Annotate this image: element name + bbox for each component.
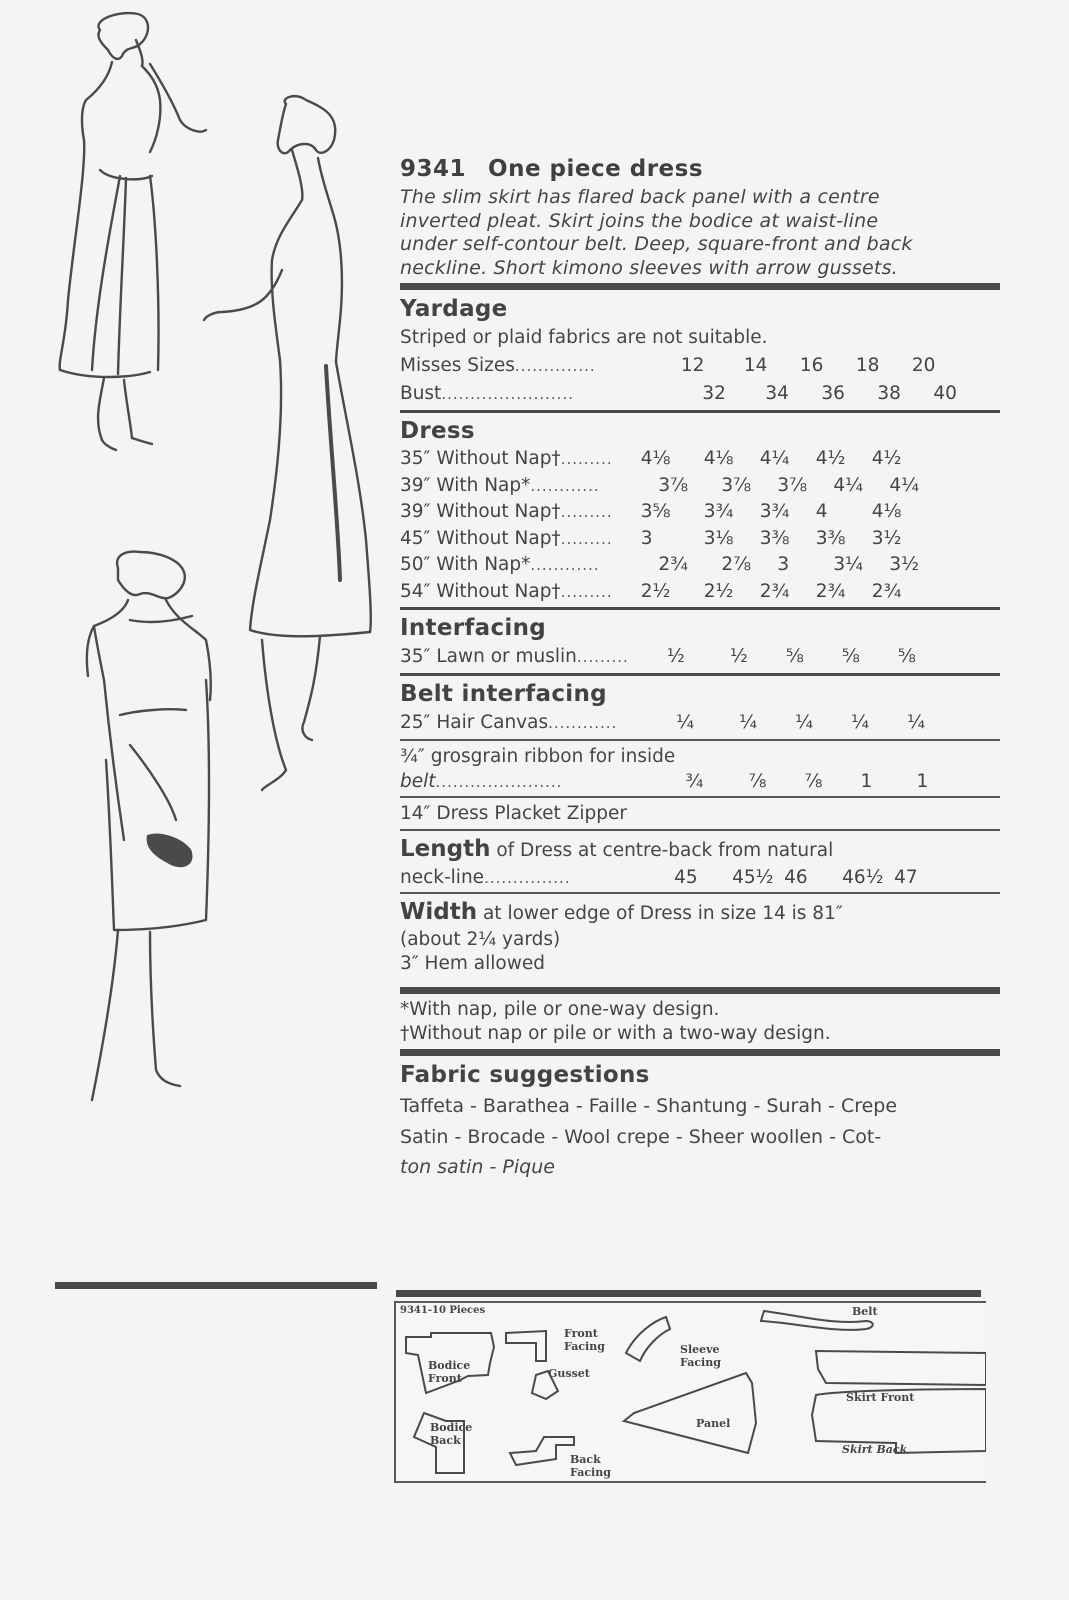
divider — [400, 607, 1000, 610]
fabric-line: Taffeta - Barathea - Faille - Shantung - Surah - Crepe — [400, 1095, 898, 1117]
width-line — [400, 897, 1000, 929]
yardage-value: ⅝ — [785, 646, 804, 667]
row-label: 35″ Lawn or muslin — [400, 646, 577, 667]
pattern-title — [400, 154, 1000, 184]
yardage-value: ¼ — [795, 712, 814, 733]
pattern-description — [400, 186, 1000, 280]
yardage-value: 4⅛ — [703, 448, 734, 469]
yardage-value: 3½ — [889, 554, 920, 575]
pattern-info-column — [400, 150, 1000, 1182]
piece-label-belt: Belt — [852, 1305, 878, 1318]
yardage-value: 3½ — [871, 527, 902, 549]
belt-interfacing-row: 25″ Hair Canvas ............ ¼ ¼ ¼ ¼ ¼ — [400, 709, 1000, 737]
length-value: 46½ — [842, 867, 884, 888]
divider — [400, 410, 1000, 413]
zipper-line: 14″ Dress Placket Zipper — [400, 803, 627, 824]
pieces-header: 9341-10 Pieces — [400, 1305, 486, 1316]
figure-side-view — [204, 96, 371, 790]
size-value: 20 — [911, 355, 936, 376]
yardage-value: 4¼ — [759, 448, 790, 469]
description-line: under self-contour belt. Deep, square-front and back — [400, 233, 913, 255]
yardage-value: 3⅞ — [658, 474, 689, 496]
yardage-value: ¼ — [851, 712, 870, 733]
bust-value: 34 — [765, 383, 789, 404]
sizes-row: Misses Sizes .............. 12 14 16 18 20 — [400, 352, 1000, 380]
length-value: 45½ — [732, 867, 774, 888]
bust-label: Bust — [400, 383, 442, 404]
fabric-heading: Fabric suggestions — [400, 1062, 650, 1088]
dress-row: 45″ Without Nap† ......... 3 3⅛ 3⅜ 3⅜ 3½ — [400, 526, 1000, 553]
dress-row: 39″ Without Nap† ......... 3⅝ 3¾ 3¾ 4 4⅛ — [400, 499, 1000, 526]
bust-value: 36 — [821, 383, 845, 404]
yardage-value: 3⅜ — [759, 527, 790, 549]
yardage-value: 2¾ — [815, 580, 846, 602]
divider — [400, 829, 1000, 831]
yardage-value: ⅞ — [748, 771, 767, 792]
yardage-value: 4¼ — [889, 474, 920, 496]
pattern-number: 9341 — [400, 156, 467, 182]
yardage-value: 3⅛ — [703, 527, 734, 549]
length-value: 46 — [784, 867, 808, 888]
yardage-value: ⅝ — [841, 646, 860, 667]
divider — [400, 739, 1000, 741]
panel-piece — [624, 1373, 756, 1453]
yardage-value: 3 — [777, 554, 790, 575]
row-label: 39″ With Nap* — [400, 474, 531, 496]
length-value: 45 — [674, 867, 698, 888]
piece-label-gusset: Gusset — [548, 1367, 590, 1380]
size-value: 14 — [743, 355, 768, 376]
row-label: 50″ With Nap* — [400, 554, 531, 575]
row-label: 54″ Without Nap† — [400, 580, 561, 602]
row-label: 35″ Without Nap† — [400, 448, 561, 469]
sizes-label: Misses Sizes — [400, 355, 515, 376]
row-label: belt — [400, 771, 436, 792]
yardage-value: 4½ — [815, 448, 846, 469]
piece-label-skirt-back: Skirt Back — [842, 1443, 908, 1456]
piece-label-sleeve-facing: Sleeve Facing — [680, 1343, 721, 1369]
back-facing-piece — [510, 1437, 574, 1465]
bust-value: 32 — [702, 383, 726, 404]
width-heading: Width — [400, 899, 478, 925]
dress-row: 50″ With Nap* ............ 2¾ 2⅞ 3 3¼ 3½ — [400, 552, 1000, 579]
yardage-value: 4¼ — [833, 474, 864, 496]
fashion-illustrations — [0, 0, 400, 1600]
divider — [400, 796, 1000, 798]
piece-label-bodice-back: Bodice Back — [430, 1421, 473, 1447]
width-text: at lower edge of Dress in size 14 is 81″ — [477, 903, 843, 924]
left-divider — [55, 1282, 377, 1289]
yardage-value: 2¾ — [658, 554, 689, 575]
size-value: 18 — [855, 355, 880, 376]
length-text: of Dress at centre-back from natural — [490, 840, 834, 861]
description-line: neckline. Short kimono sleeves with arrow gussets. — [400, 256, 898, 279]
length-value: 47 — [894, 867, 918, 888]
footnote-nap: *With nap, pile or one-way design. — [400, 999, 720, 1020]
front-facing-piece — [506, 1331, 546, 1361]
dress-figures-icon — [0, 0, 400, 1300]
size-value: 12 — [680, 355, 705, 376]
yardage-value: 1 — [916, 771, 929, 792]
belt-interfacing-heading: Belt interfacing — [400, 681, 607, 707]
piece-label-panel: Panel — [696, 1417, 731, 1430]
piece-label-bodice-front: Bodice Front — [428, 1359, 471, 1385]
pattern-pieces-diagram — [394, 1301, 986, 1483]
dress-row: 39″ With Nap* ............ 3⅞ 3⅞ 3⅞ 4¼ 4¼ — [400, 473, 1000, 500]
yardage-value: 3⅝ — [640, 501, 671, 522]
description-line: The slim skirt has flared back panel with a centre — [400, 186, 880, 208]
divider — [400, 892, 1000, 894]
yardage-value: 3 — [640, 527, 653, 549]
yardage-value: ⅞ — [804, 771, 823, 792]
size-value: 16 — [799, 355, 824, 376]
interfacing-row: 35″ Lawn or muslin ......... ½ ½ ⅝ ⅝ ⅝ — [400, 643, 1000, 671]
divider — [400, 283, 1000, 290]
row-label: 39″ Without Nap† — [400, 501, 561, 522]
sleeve-facing-piece — [626, 1317, 670, 1361]
interfacing-heading: Interfacing — [400, 615, 547, 641]
hem-allowance: 3″ Hem allowed — [400, 953, 545, 974]
divider — [400, 987, 1000, 994]
yardage-value: 2⅞ — [721, 554, 752, 575]
divider — [396, 1290, 981, 1297]
yardage-note: Striped or plaid fabrics are not suitable. — [400, 327, 768, 348]
dress-row: 35″ Without Nap† ......... 4⅛ 4⅛ 4¼ 4½ 4½ — [400, 446, 1000, 473]
piece-label-front-facing: Front Facing — [564, 1327, 605, 1353]
fabric-line: Satin - Brocade - Wool crepe - Sheer woollen - Cot- — [400, 1126, 882, 1148]
bust-row: Bust ....................... 32 34 36 38 40 — [400, 380, 1000, 408]
yardage-value: 2¾ — [871, 580, 902, 602]
fabric-line: ton satin - Pique — [400, 1156, 555, 1178]
pattern-name: One piece dress — [488, 156, 704, 182]
description-line: inverted pleat. Skirt joins the bodice at waist-line — [400, 209, 879, 232]
yardage-value: 3⅞ — [777, 474, 808, 496]
bust-value: 38 — [877, 383, 901, 404]
divider — [400, 673, 1000, 676]
length-row: neck-line ............... 45 45½ 46 46½ 47 — [400, 866, 1000, 890]
figure-back-view — [60, 13, 206, 450]
yardage-value: ¼ — [739, 712, 758, 733]
width-yards: (about 2¼ yards) — [400, 929, 561, 950]
bust-value: 40 — [933, 383, 957, 404]
ribbon-row: belt ...................... ¾ ⅞ ⅞ 1 1 — [400, 770, 1000, 794]
yardage-value: 2¾ — [759, 580, 790, 602]
yardage-value: 3⅞ — [721, 474, 752, 496]
row-label: 45″ Without Nap† — [400, 527, 561, 549]
yardage-value: 2½ — [703, 580, 734, 602]
length-heading: Length — [400, 836, 491, 862]
yardage-heading: Yardage — [400, 296, 508, 322]
yardage-value: 1 — [860, 771, 873, 792]
yardage-value: 4 — [815, 501, 828, 522]
figure-front-view — [87, 552, 211, 1100]
yardage-value: 3¾ — [703, 501, 734, 522]
skirt-front-piece — [816, 1351, 986, 1385]
yardage-value: ¼ — [676, 712, 695, 733]
yardage-value: ¼ — [907, 712, 926, 733]
piece-label-skirt-front: Skirt Front — [846, 1391, 915, 1404]
yardage-value: 4½ — [871, 448, 902, 469]
yardage-value: 3¼ — [833, 554, 864, 575]
dress-heading: Dress — [400, 418, 475, 444]
footnote-no-nap: †Without nap or pile or with a two-way design. — [400, 1023, 831, 1044]
dress-table — [400, 446, 1000, 605]
divider — [400, 1049, 1000, 1056]
yardage-value: 3¾ — [759, 501, 790, 522]
row-label: neck-line — [400, 867, 485, 888]
yardage-value: ¾ — [685, 771, 704, 792]
yardage-value: ⅝ — [897, 646, 916, 667]
yardage-value: ½ — [666, 646, 685, 667]
yardage-value: 3⅜ — [815, 527, 846, 549]
dress-row: 54″ Without Nap† ......... 2½ 2½ 2¾ 2¾ 2¾ — [400, 579, 1000, 606]
yardage-value: 2½ — [640, 580, 671, 602]
row-label: 25″ Hair Canvas — [400, 712, 549, 733]
yardage-value: ½ — [729, 646, 748, 667]
ribbon-line: ¾″ grosgrain ribbon for inside — [400, 746, 676, 767]
yardage-value: 4⅛ — [871, 501, 902, 522]
yardage-value: 4⅛ — [640, 448, 671, 469]
piece-label-back-facing: Back Facing — [570, 1453, 611, 1479]
length-line — [400, 834, 1000, 866]
